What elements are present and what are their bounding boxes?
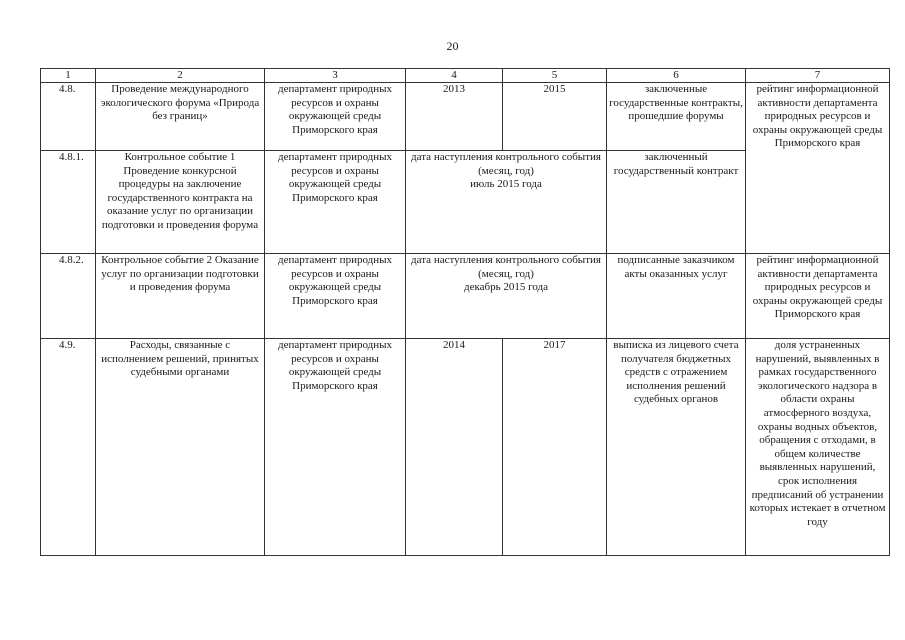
indicator: рейтинг информационной активности департамента природных ресурсов и охраны окружающей среды Приморского края (746, 83, 890, 254)
table-row (41, 339, 890, 556)
column-number-row (41, 69, 890, 83)
indicator: доля устраненных нарушений, выявленных в рамках государственного экологического надзора в области охраны атмосферного воздуха, охраны водных объектов, обращения с отходами, в общем количестве выявленных нарушений, срок исполнения предписаний об устранении которых истекает в отчетном году (746, 339, 890, 556)
executor: департамент природных ресурсов и охраны окружающей среды Приморского края (265, 151, 406, 254)
activity-name: Расходы, связанные с исполнением решений, принятых судебными органами (96, 339, 265, 556)
column-header: 6 (607, 69, 746, 83)
expected-result: выписка из лицевого счета получателя бюджетных средств с отражением исполнения решений судебных органов (607, 339, 746, 556)
executor: департамент природных ресурсов и охраны окружающей среды Приморского края (265, 339, 406, 556)
column-header: 4 (406, 69, 503, 83)
date-label: дата наступления контрольного события (месяц, год) (411, 151, 601, 177)
table-row (41, 83, 890, 151)
column-header: 5 (503, 69, 607, 83)
column-header: 7 (746, 69, 890, 83)
control-event-date (406, 254, 607, 339)
activity-name: Проведение международного экологического форума «Природа без границ» (96, 83, 265, 151)
column-header: 2 (96, 69, 265, 83)
column-header: 3 (265, 69, 406, 83)
row-number: 4.8. (41, 83, 96, 151)
control-event-date (406, 151, 607, 254)
executor: департамент природных ресурсов и охраны окружающей среды Приморского края (265, 83, 406, 151)
column-header: 1 (41, 69, 96, 83)
row-number: 4.9. (41, 339, 96, 556)
start-year: 2013 (406, 83, 503, 151)
expected-result: заключенный государственный контракт (607, 151, 746, 254)
row-number: 4.8.1. (41, 151, 96, 254)
expected-result: заключенные государственные контракты, прошедшие форумы (607, 83, 746, 151)
executor: департамент природных ресурсов и охраны окружающей среды Приморского края (265, 254, 406, 339)
activity-name: Контрольное событие 1 Проведение конкурсной процедуры на заключение государственного контракта на оказание услуг по организации подготовки и проведения форума (96, 151, 265, 254)
end-year: 2017 (503, 339, 607, 556)
table-row (41, 254, 890, 339)
page-number: 20 (446, 39, 459, 53)
end-year: 2015 (503, 83, 607, 151)
indicator: рейтинг информационной активности департамента природных ресурсов и охраны окружающей среды Приморского края (746, 254, 890, 339)
expected-result: подписанные заказчиком акты оказанных услуг (607, 254, 746, 339)
date-value: июль 2015 года (470, 178, 542, 191)
start-year: 2014 (406, 339, 503, 556)
date-value: декабрь 2015 года (463, 281, 549, 294)
activity-name: Контрольное событие 2 Оказание услуг по организации подготовки и проведения форума (96, 254, 265, 339)
row-number: 4.8.2. (41, 254, 96, 339)
activities-table (40, 68, 890, 556)
date-label: дата наступления контрольного события (месяц, год) (411, 254, 601, 280)
